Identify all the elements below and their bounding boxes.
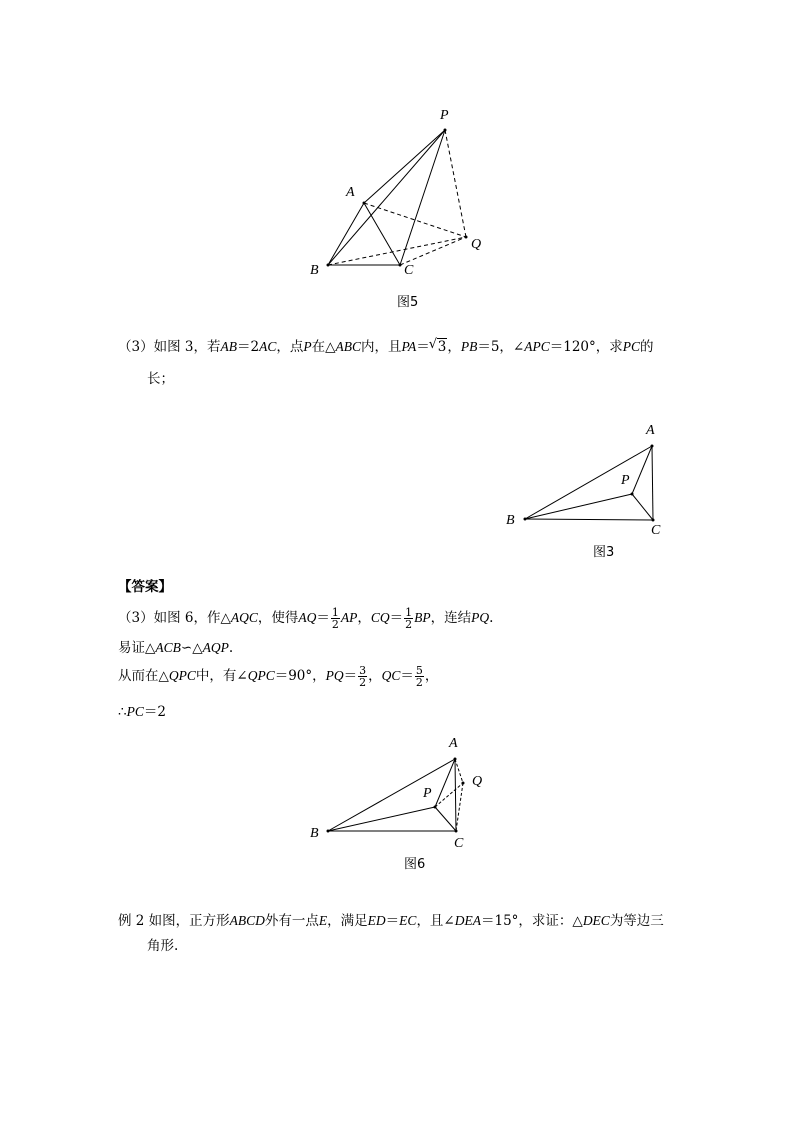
segment-PA <box>435 759 455 807</box>
var-DEC: DEC <box>582 913 610 928</box>
text-run: ， <box>447 339 461 355</box>
text-run: （3）如图 6，作△ <box>118 610 231 626</box>
label-B: B <box>310 263 319 278</box>
var-PQ: PQ <box>471 610 490 625</box>
label-Q: Q <box>472 774 483 789</box>
var-APC: APC <box>524 339 550 354</box>
var-ABC: ABC <box>335 339 361 354</box>
text-run: 内，且 <box>360 339 402 355</box>
var-BP: BP <box>414 610 431 625</box>
fraction-denominator: 2 <box>405 618 413 631</box>
var-QPC: QPC <box>168 668 196 683</box>
fraction-denominator: 2 <box>331 618 339 631</box>
text-run: ＝ <box>389 610 404 626</box>
var-AB: AB <box>220 339 237 354</box>
segment-AC <box>455 759 456 831</box>
segment-AQ-dashed <box>455 759 463 783</box>
var-PC: PC <box>622 339 641 354</box>
var-QPC: QPC <box>247 668 275 683</box>
segment-PB <box>328 807 435 831</box>
segment-AB <box>328 759 455 831</box>
label-Q: Q <box>471 237 482 252</box>
figure-3-caption: 图3 <box>593 545 615 560</box>
text-run: 易证△ <box>118 640 156 656</box>
var-ED: ED <box>367 913 386 928</box>
var-PC: PC <box>126 704 144 719</box>
fraction-numerator: 5 <box>415 664 423 677</box>
sqrt-radicand: 3 <box>437 339 447 355</box>
label-B: B <box>506 513 515 528</box>
text-run: ＝2 <box>236 339 260 355</box>
text-run: 为等边三 <box>609 913 664 929</box>
point-P <box>434 806 437 809</box>
text-run: ∴ <box>118 704 127 720</box>
text-run: ， <box>424 668 439 684</box>
label-B: B <box>310 826 319 841</box>
segment-QC-dashed <box>456 783 463 831</box>
label-A: A <box>449 736 458 751</box>
var-AC: AC <box>259 339 277 354</box>
label-C: C <box>404 263 414 278</box>
text-run: . <box>228 640 234 656</box>
point-B <box>327 830 330 833</box>
text-run: ，且∠ <box>416 913 455 929</box>
figure-5-caption: 图5 <box>397 295 419 310</box>
var-PQ: PQ <box>325 668 344 683</box>
fraction-numerator: 1 <box>331 606 339 619</box>
label-A: A <box>646 423 655 438</box>
var-EC: EC <box>399 913 417 928</box>
fraction-denominator: 2 <box>415 676 423 689</box>
answer-heading: 【答案】 <box>118 579 172 595</box>
figure-6-caption: 图6 <box>404 857 426 872</box>
label-P: P <box>621 473 630 488</box>
var-DEA: DEA <box>454 913 481 928</box>
var-QC: QC <box>381 668 401 683</box>
label-P: P <box>423 786 432 801</box>
var-E: E <box>318 913 328 928</box>
var-AQP: AQP <box>202 640 229 655</box>
var-P: P <box>303 339 312 354</box>
label-A: A <box>346 185 355 200</box>
var-PB: PB <box>460 339 478 354</box>
label-C: C <box>651 523 661 538</box>
text-run: ＝2 <box>143 704 166 720</box>
segment-PC <box>435 807 456 831</box>
text-run: ＝5，∠ <box>477 339 525 355</box>
text-run: ，使得 <box>257 610 299 626</box>
example-2 <box>118 912 664 930</box>
text-run: 外有一点 <box>264 913 319 929</box>
text-run: ＝ <box>343 668 358 684</box>
point-Q <box>462 782 465 785</box>
text-run: ∽△ <box>180 640 203 656</box>
label-C: C <box>454 836 464 851</box>
var-CQ: CQ <box>370 610 390 625</box>
text-run: 例 2 如图，正方形 <box>118 913 230 929</box>
text-run: ＝15°，求证：△ <box>481 913 583 929</box>
text-run: 从而在△ <box>118 668 169 684</box>
text-run: ＝90°， <box>274 668 326 684</box>
text-run: ＝ <box>316 610 330 626</box>
text-run: ，连结 <box>430 610 472 626</box>
var-PA: PA <box>401 339 417 354</box>
text-run: 中，有∠ <box>195 668 248 684</box>
text-run: ＝ <box>416 339 430 355</box>
text-run: ， <box>357 610 371 626</box>
text-run: ＝120°，求 <box>549 339 623 355</box>
point-C <box>455 830 458 833</box>
text-run: ，满足 <box>327 913 368 929</box>
fraction-denominator: 2 <box>359 676 367 689</box>
fraction-numerator: 1 <box>405 606 413 619</box>
text-run: （3）如图 3，若 <box>118 339 221 355</box>
var-ACB: ACB <box>155 640 181 655</box>
fraction-numerator: 3 <box>359 664 367 677</box>
segment-PQ-dashed <box>435 783 463 807</box>
question-part-3-line2: 长； <box>147 371 174 387</box>
text-run: ，点 <box>276 339 304 355</box>
text-run: ＝ <box>400 668 414 684</box>
label-P: P <box>440 108 449 123</box>
text-run: ＝ <box>385 913 400 929</box>
var-ABCD: ABCD <box>229 913 265 928</box>
var-AP: AP <box>340 610 358 625</box>
var-AQC: AQC <box>230 610 258 625</box>
text-run: 在△ <box>311 339 336 355</box>
text-run: . <box>489 610 494 626</box>
text-run: ， <box>368 668 382 684</box>
point-A <box>454 758 457 761</box>
text-run: 的 <box>640 339 654 355</box>
var-AQ: AQ <box>298 610 317 625</box>
example-2-line2: 角形. <box>147 938 179 954</box>
